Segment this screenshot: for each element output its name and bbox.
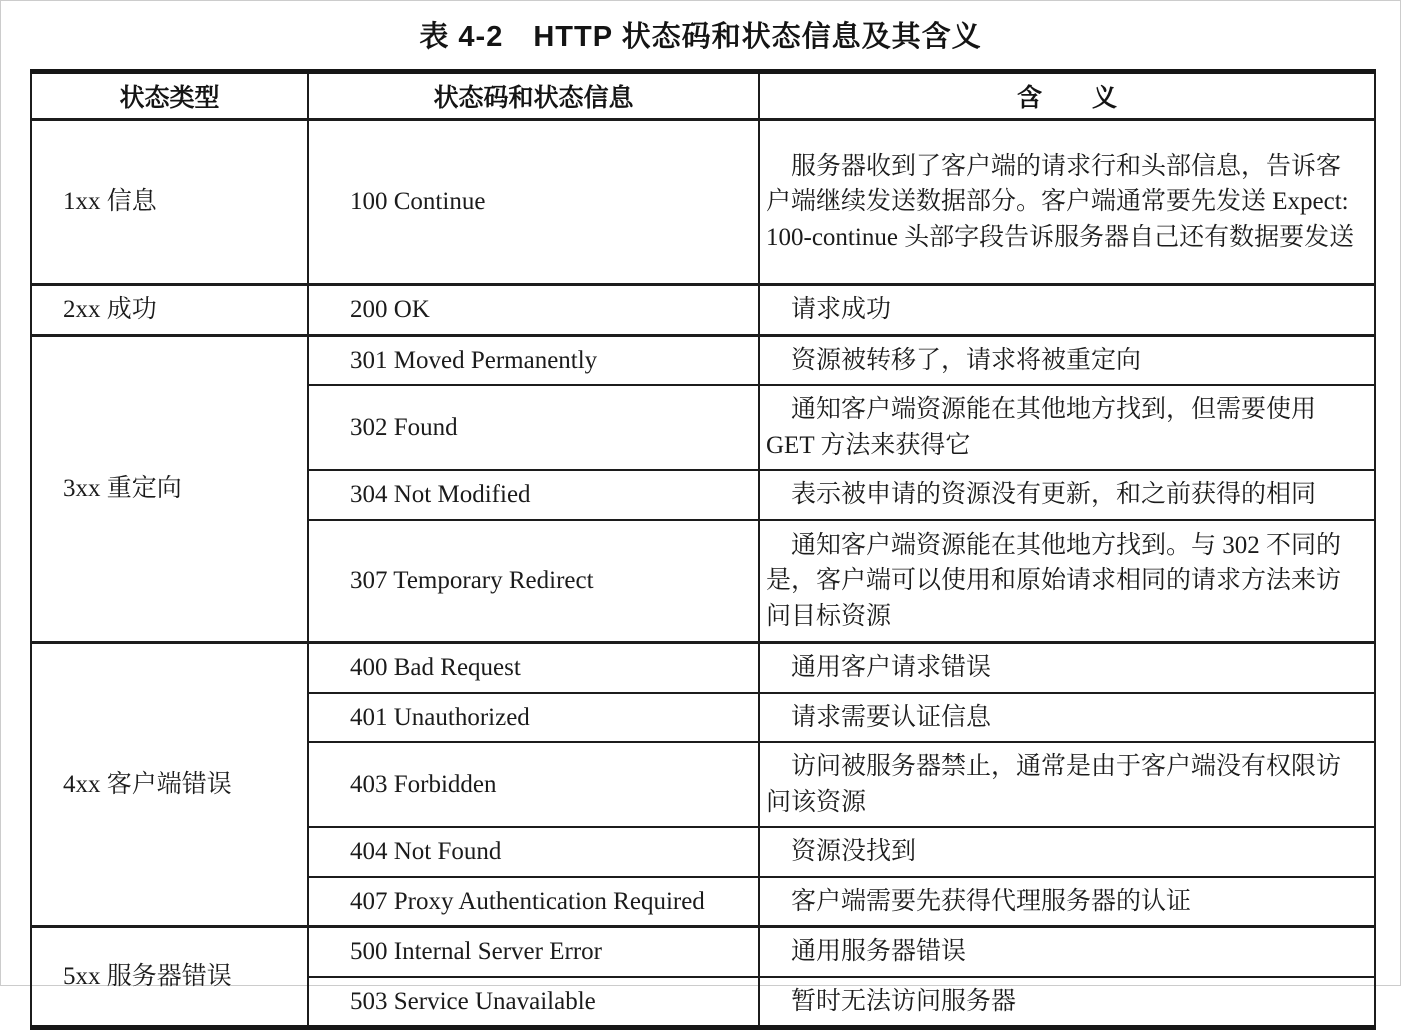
meaning-cell: 访问被服务器禁止，通常是由于客户端没有权限访问该资源 xyxy=(759,742,1375,827)
status-type-cell: 2xx 成功 xyxy=(31,285,308,336)
meaning-cell: 通知客户端资源能在其他地方找到，但需要使用 GET 方法来获得它 xyxy=(759,385,1375,470)
meaning-cell: 表示被申请的资源没有更新，和之前获得的相同 xyxy=(759,470,1375,520)
meaning-cell: 资源没找到 xyxy=(759,827,1375,877)
status-type-cell: 4xx 客户端错误 xyxy=(31,643,308,927)
table-row xyxy=(31,643,1375,693)
status-code-cell: 100 Continue xyxy=(308,120,759,285)
table-row xyxy=(31,120,1375,285)
column-header-status-type: 状态类型 xyxy=(31,72,308,120)
column-header-status-code: 状态码和状态信息 xyxy=(308,72,759,120)
status-type-cell: 3xx 重定向 xyxy=(31,335,308,643)
status-code-cell: 401 Unauthorized xyxy=(308,693,759,743)
table-row xyxy=(31,285,1375,336)
status-code-cell: 403 Forbidden xyxy=(308,742,759,827)
table-row xyxy=(31,335,1375,385)
status-code-cell: 301 Moved Permanently xyxy=(308,335,759,385)
status-code-cell: 500 Internal Server Error xyxy=(308,927,759,977)
status-code-cell: 404 Not Found xyxy=(308,827,759,877)
meaning-cell: 资源被转移了，请求将被重定向 xyxy=(759,335,1375,385)
status-code-cell: 400 Bad Request xyxy=(308,643,759,693)
meaning-cell: 请求需要认证信息 xyxy=(759,693,1375,743)
status-type-cell: 1xx 信息 xyxy=(31,120,308,285)
meaning-cell: 通用服务器错误 xyxy=(759,927,1375,977)
meaning-cell: 通知客户端资源能在其他地方找到。与 302 不同的是，客户端可以使用和原始请求相同的请求方法来访问目标资源 xyxy=(759,520,1375,643)
meaning-cell: 请求成功 xyxy=(759,285,1375,336)
status-code-cell: 407 Proxy Authentication Required xyxy=(308,877,759,927)
status-code-cell: 304 Not Modified xyxy=(308,470,759,520)
status-code-cell: 200 OK xyxy=(308,285,759,336)
status-code-cell: 307 Temporary Redirect xyxy=(308,520,759,643)
meaning-cell: 服务器收到了客户端的请求行和头部信息，告诉客户端继续发送数据部分。客户端通常要先发送 Expect: 100-continue 头部字段告诉服务器自己还有数据要发送 xyxy=(759,120,1375,285)
http-status-table xyxy=(30,69,1376,1030)
status-type-cell: 5xx 服务器错误 xyxy=(31,927,308,1028)
meaning-cell: 客户端需要先获得代理服务器的认证 xyxy=(759,877,1375,927)
table-row xyxy=(31,927,1375,977)
column-header-meaning: 含 义 xyxy=(759,72,1375,120)
header-row xyxy=(31,72,1375,120)
meaning-cell: 暂时无法访问服务器 xyxy=(759,977,1375,1028)
status-code-cell: 503 Service Unavailable xyxy=(308,977,759,1028)
table-title: 表 4-2 HTTP 状态码和状态信息及其含义 xyxy=(419,21,982,53)
meaning-cell: 通用客户请求错误 xyxy=(759,643,1375,693)
status-code-cell: 302 Found xyxy=(308,385,759,470)
